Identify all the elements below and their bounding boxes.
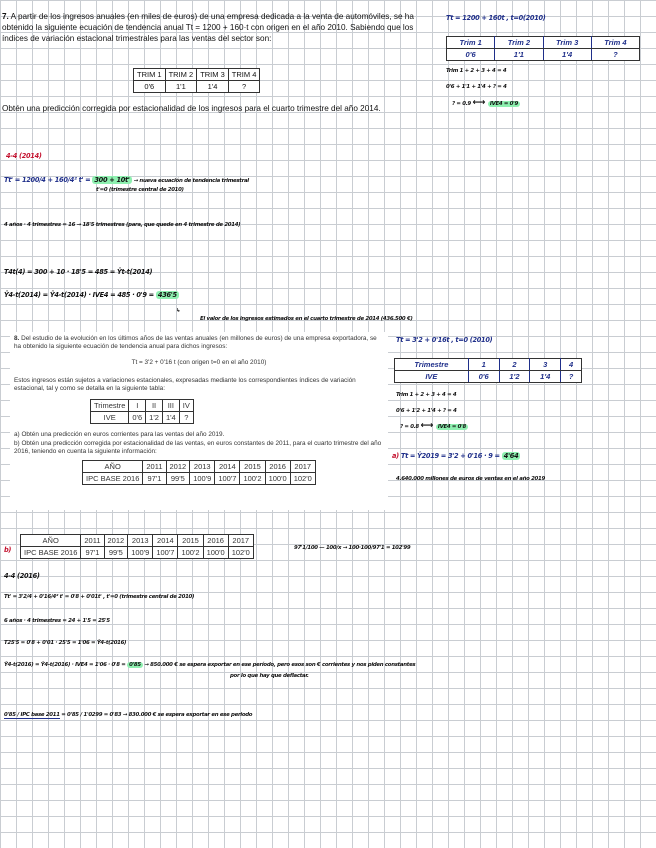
work7-line2-highlight: 300 + 10t' — [94, 176, 130, 184]
table-header: Trim 3 — [543, 37, 591, 49]
table-header: TRIM 2 — [165, 69, 197, 81]
problem-7-ive-table — [133, 68, 260, 93]
problem-8-box — [10, 332, 388, 510]
table-row — [134, 81, 260, 93]
table-cell: 100'7 — [215, 473, 240, 485]
problem-7-number: 7. — [2, 12, 9, 21]
table-cell: 100'9 — [128, 547, 153, 559]
side8-answer-a-label: a) — [392, 452, 399, 460]
table-header: 1 — [468, 359, 499, 371]
problem-8-ipc-table — [82, 460, 316, 485]
work7-line5-highlight: 436'5 — [157, 291, 177, 299]
table-row — [91, 412, 194, 424]
problem-8-question-b: b) Obtén una predicción corregida por estacionalidad de las ventas, en euros constantes de 2011, para el cuarto trimestre del año 2016, teniendo en cuenta la siguiente información: — [14, 440, 382, 455]
work7-line5 — [4, 291, 179, 299]
table-cell: 100'2 — [240, 473, 265, 485]
table-cell: 0'6 — [447, 49, 495, 61]
table-cell: 100'0 — [203, 547, 228, 559]
problem-8-number: 8. — [14, 335, 20, 342]
table-cell: IVE — [91, 412, 129, 424]
work8-ipc-table — [20, 534, 254, 559]
side7-line2: 0'6 + 1'1 + 1'4 + ? = 4 — [446, 84, 507, 90]
table-cell: 1'2 — [146, 412, 163, 424]
side7-line3-highlight: IVE4 = 0'9 — [489, 101, 518, 107]
table-header: TRIM 1 — [134, 69, 166, 81]
side8-line3-text: ? = 0.8 — [400, 424, 419, 430]
table-cell: 100'0 — [265, 473, 290, 485]
table-header: 4 — [561, 359, 582, 371]
table-header: III — [162, 400, 179, 412]
table-row — [83, 461, 316, 473]
table-cell: IPC BASE 2016 — [83, 473, 143, 485]
table-header: 2012 — [104, 535, 128, 547]
table-row — [21, 535, 254, 547]
work8-line1: 4-4 (2016) — [4, 572, 40, 580]
table-cell: 100'7 — [153, 547, 178, 559]
table-header: Trim 4 — [591, 37, 639, 49]
side8-equation: Tt = 3'2 + 0'16t , t=0 (2010) — [396, 336, 493, 344]
table-row — [21, 547, 254, 559]
side8-line1: Trim 1 + 2 + 3 + 4 = 4 — [396, 392, 457, 398]
problem-8-statement — [10, 332, 388, 351]
work8-line5-eq: Ŷ4-t(2016) = Ŷ4-t(2016) · IVE4 = 1'06 · 0'8 = — [4, 662, 126, 668]
side8-answer-a-highlight: 4'64 — [503, 452, 519, 460]
work8-line5-highlight: 0'85 — [129, 662, 141, 668]
table-row — [395, 371, 582, 383]
side7-equation: Tt = 1200 + 160t , t=0(2010) — [446, 14, 546, 22]
table-cell: ? — [179, 412, 193, 424]
table-row — [91, 400, 194, 412]
work7-line1: 4-4 (2014) — [6, 152, 42, 160]
table-header: AÑO — [83, 461, 143, 473]
table-header: Trimestre — [91, 400, 129, 412]
table-cell: ? — [561, 371, 582, 383]
work7-line2-origin: t'=0 (trimestre central de 2010) — [96, 187, 184, 193]
table-cell: 1'1 — [165, 81, 197, 93]
table-header: 2011 — [143, 461, 166, 473]
table-header: 2014 — [215, 461, 240, 473]
side8-line3: ? = 0.8 ⟷ IVE4 = 0'8 — [400, 421, 466, 431]
problem-8-equation: Tt = 3'2 + 0'16 t (con origen t=0 en el año 2010) — [131, 359, 267, 366]
side8-line3-highlight: IVE4 = 0'8 — [437, 424, 466, 430]
work8-line6 — [4, 712, 252, 718]
table-cell: 1'4 — [197, 81, 229, 93]
table-cell: 100'2 — [178, 547, 203, 559]
problem-7-question: Obtén una predicción corregida por estacionalidad de los ingresos para el cuarto trimestre del año 2014. — [2, 104, 381, 113]
table-header: 2016 — [203, 535, 228, 547]
work7-line2-eq: Tt' = 1200/4 + 160/4² t' = — [4, 176, 91, 184]
table-row — [395, 359, 582, 371]
problem-7-text: A partir de los ingresos anuales (en miles de euros) de una empresa dedicada a la venta de automóviles, se ha obtenido la siguiente ecuación de tendencia anual Tt = 1200 + 160·t con origen en el año 2010. Sabiendo que los índices de variación estacional trimestrales para las ventas del sector son: — [2, 12, 414, 43]
work8-line5 — [4, 662, 415, 668]
table-cell: 1'1 — [495, 49, 543, 61]
table-header: TRIM 4 — [228, 69, 260, 81]
table-cell: 1'4 — [543, 49, 591, 61]
work8-line6-result: = 0'85 / 1'0299 = 0'83 → 830.000 € se espera exportar en ese periodo — [61, 712, 253, 718]
problem-8-text2: Estos ingresos están sujetos a variaciones estacionales, expresadas mediante los correspondientes índices de variación estacional, tal y como se detalla en la siguiente tabla: — [14, 377, 356, 392]
table-header: Trim 2 — [495, 37, 543, 49]
table-cell: IPC BASE 2016 — [21, 547, 81, 559]
table-header: TRIM 3 — [197, 69, 229, 81]
table-header: 2015 — [178, 535, 203, 547]
table-cell: 102'0 — [228, 547, 253, 559]
problem-8-text: Del estudio de la evolución en los últimos años de las ventas anuales (en millones de euros) de una empresa exportadora, se ha obtenido la siguiente ecuación de tendencia anual para dichos ingresos: — [14, 335, 377, 350]
side7-ive-table — [446, 36, 640, 61]
work7-line2 — [4, 176, 249, 184]
work8-line2: Tt' = 3'2/4 + 0'16/4² t' = 0'8 + 0'01t' , t'=0 (trimestre central de 2010) — [4, 594, 195, 600]
work7-line3: 4 años · 4 trimestres = 16 → 18'5 trimestres (para, que quede en 4 trimestre de 2014) — [4, 222, 241, 228]
side8-ive-table — [394, 358, 582, 383]
table-header: 2013 — [190, 461, 215, 473]
work8-b-label: b) — [4, 546, 12, 554]
table-cell: 99'5 — [104, 547, 128, 559]
side7-line3: ? = 0.9 ⟷ IVE4 = 0'9 — [452, 98, 518, 108]
table-header: 2 — [499, 359, 530, 371]
work8-line5-cont: por lo que hay que deflactar. — [230, 673, 309, 679]
table-row — [134, 69, 260, 81]
table-row — [447, 49, 640, 61]
table-row — [83, 473, 316, 485]
work8-b-calc: 97'1/100 — 100/x → 100·100/97'1 = 102'99 — [294, 545, 411, 551]
table-cell: 0'6 — [468, 371, 499, 383]
work8-line5-note: → 850.000 € se espera exportar en ese período, pero esos son € corrientes y nos piden constantes — [144, 662, 416, 668]
work8-line6-fraction: 0'85 / IPC base 2011 — [4, 712, 60, 718]
table-cell: 1'2 — [499, 371, 530, 383]
table-header: 2017 — [228, 535, 253, 547]
side8-answer-a — [392, 452, 520, 460]
table-header: 2016 — [265, 461, 290, 473]
table-cell: 97'1 — [81, 547, 104, 559]
table-cell: 100'9 — [190, 473, 215, 485]
work7-line5-eq: Ŷ4-t(2014) = Ŷ4-t(2014) · IVE4 = 485 · 0'9 = — [4, 291, 154, 299]
table-header: IV — [179, 400, 193, 412]
work7-arrow: ↳ — [176, 308, 181, 314]
table-header: II — [146, 400, 163, 412]
side7-line1: Trim 1 + 2 + 3 + 4 = 4 — [446, 68, 507, 74]
table-cell: 1'4 — [162, 412, 179, 424]
table-cell: ? — [591, 49, 639, 61]
table-cell: 102'0 — [290, 473, 315, 485]
table-header: 2013 — [128, 535, 153, 547]
table-header: 2015 — [240, 461, 265, 473]
table-cell: 1'4 — [530, 371, 561, 383]
side8-line2: 0'6 + 1'2 + 1'4 + ? = 4 — [396, 408, 457, 414]
table-header: 2014 — [153, 535, 178, 547]
work8-line4: T25'5 = 0'8 + 0'01 · 25'5 = 1'06 = Ŷ4-t(2016) — [4, 640, 127, 646]
table-header: Trimestre — [395, 359, 469, 371]
table-header: AÑO — [21, 535, 81, 547]
table-header: I — [129, 400, 146, 412]
table-header: Trim 1 — [447, 37, 495, 49]
work7-line2-note: → nueva ecuación de tendencia trimestral — [133, 178, 249, 184]
work7-line6: El valor de los ingresos estimados en el cuarto trimestre de 2014 (436.500 €) — [200, 316, 413, 322]
work7-line4: T4t(4) = 300 + 10 · 18'5 = 485 = Ŷt-t(2014) — [4, 268, 153, 276]
side8-answer-a-eq: Tt = Ŷ2019 = 3'2 + 0'16 · 9 = — [400, 452, 500, 460]
table-cell: IVE — [395, 371, 469, 383]
table-cell: 99'5 — [166, 473, 190, 485]
table-cell: 0'6 — [134, 81, 166, 93]
problem-8-ive-table — [90, 399, 194, 424]
table-cell: 0'6 — [129, 412, 146, 424]
table-cell: ? — [228, 81, 260, 93]
table-row — [447, 37, 640, 49]
side7-line3-text: ? = 0.9 — [452, 101, 471, 107]
table-header: 2011 — [81, 535, 104, 547]
table-header: 2017 — [290, 461, 315, 473]
table-header: 2012 — [166, 461, 190, 473]
table-header: 3 — [530, 359, 561, 371]
problem-8-question-a: a) Obtén una predicción en euros corrientes para las ventas del año 2019. — [14, 431, 225, 438]
problem-7-statement — [2, 12, 422, 44]
side8-answer-a-text: 4.640.000 millones de euros de ventas en el año 2019 — [396, 476, 545, 482]
work8-line3: 6 años · 4 trimestres = 24 + 1'5 = 25'5 — [4, 618, 110, 624]
table-cell: 97'1 — [143, 473, 166, 485]
